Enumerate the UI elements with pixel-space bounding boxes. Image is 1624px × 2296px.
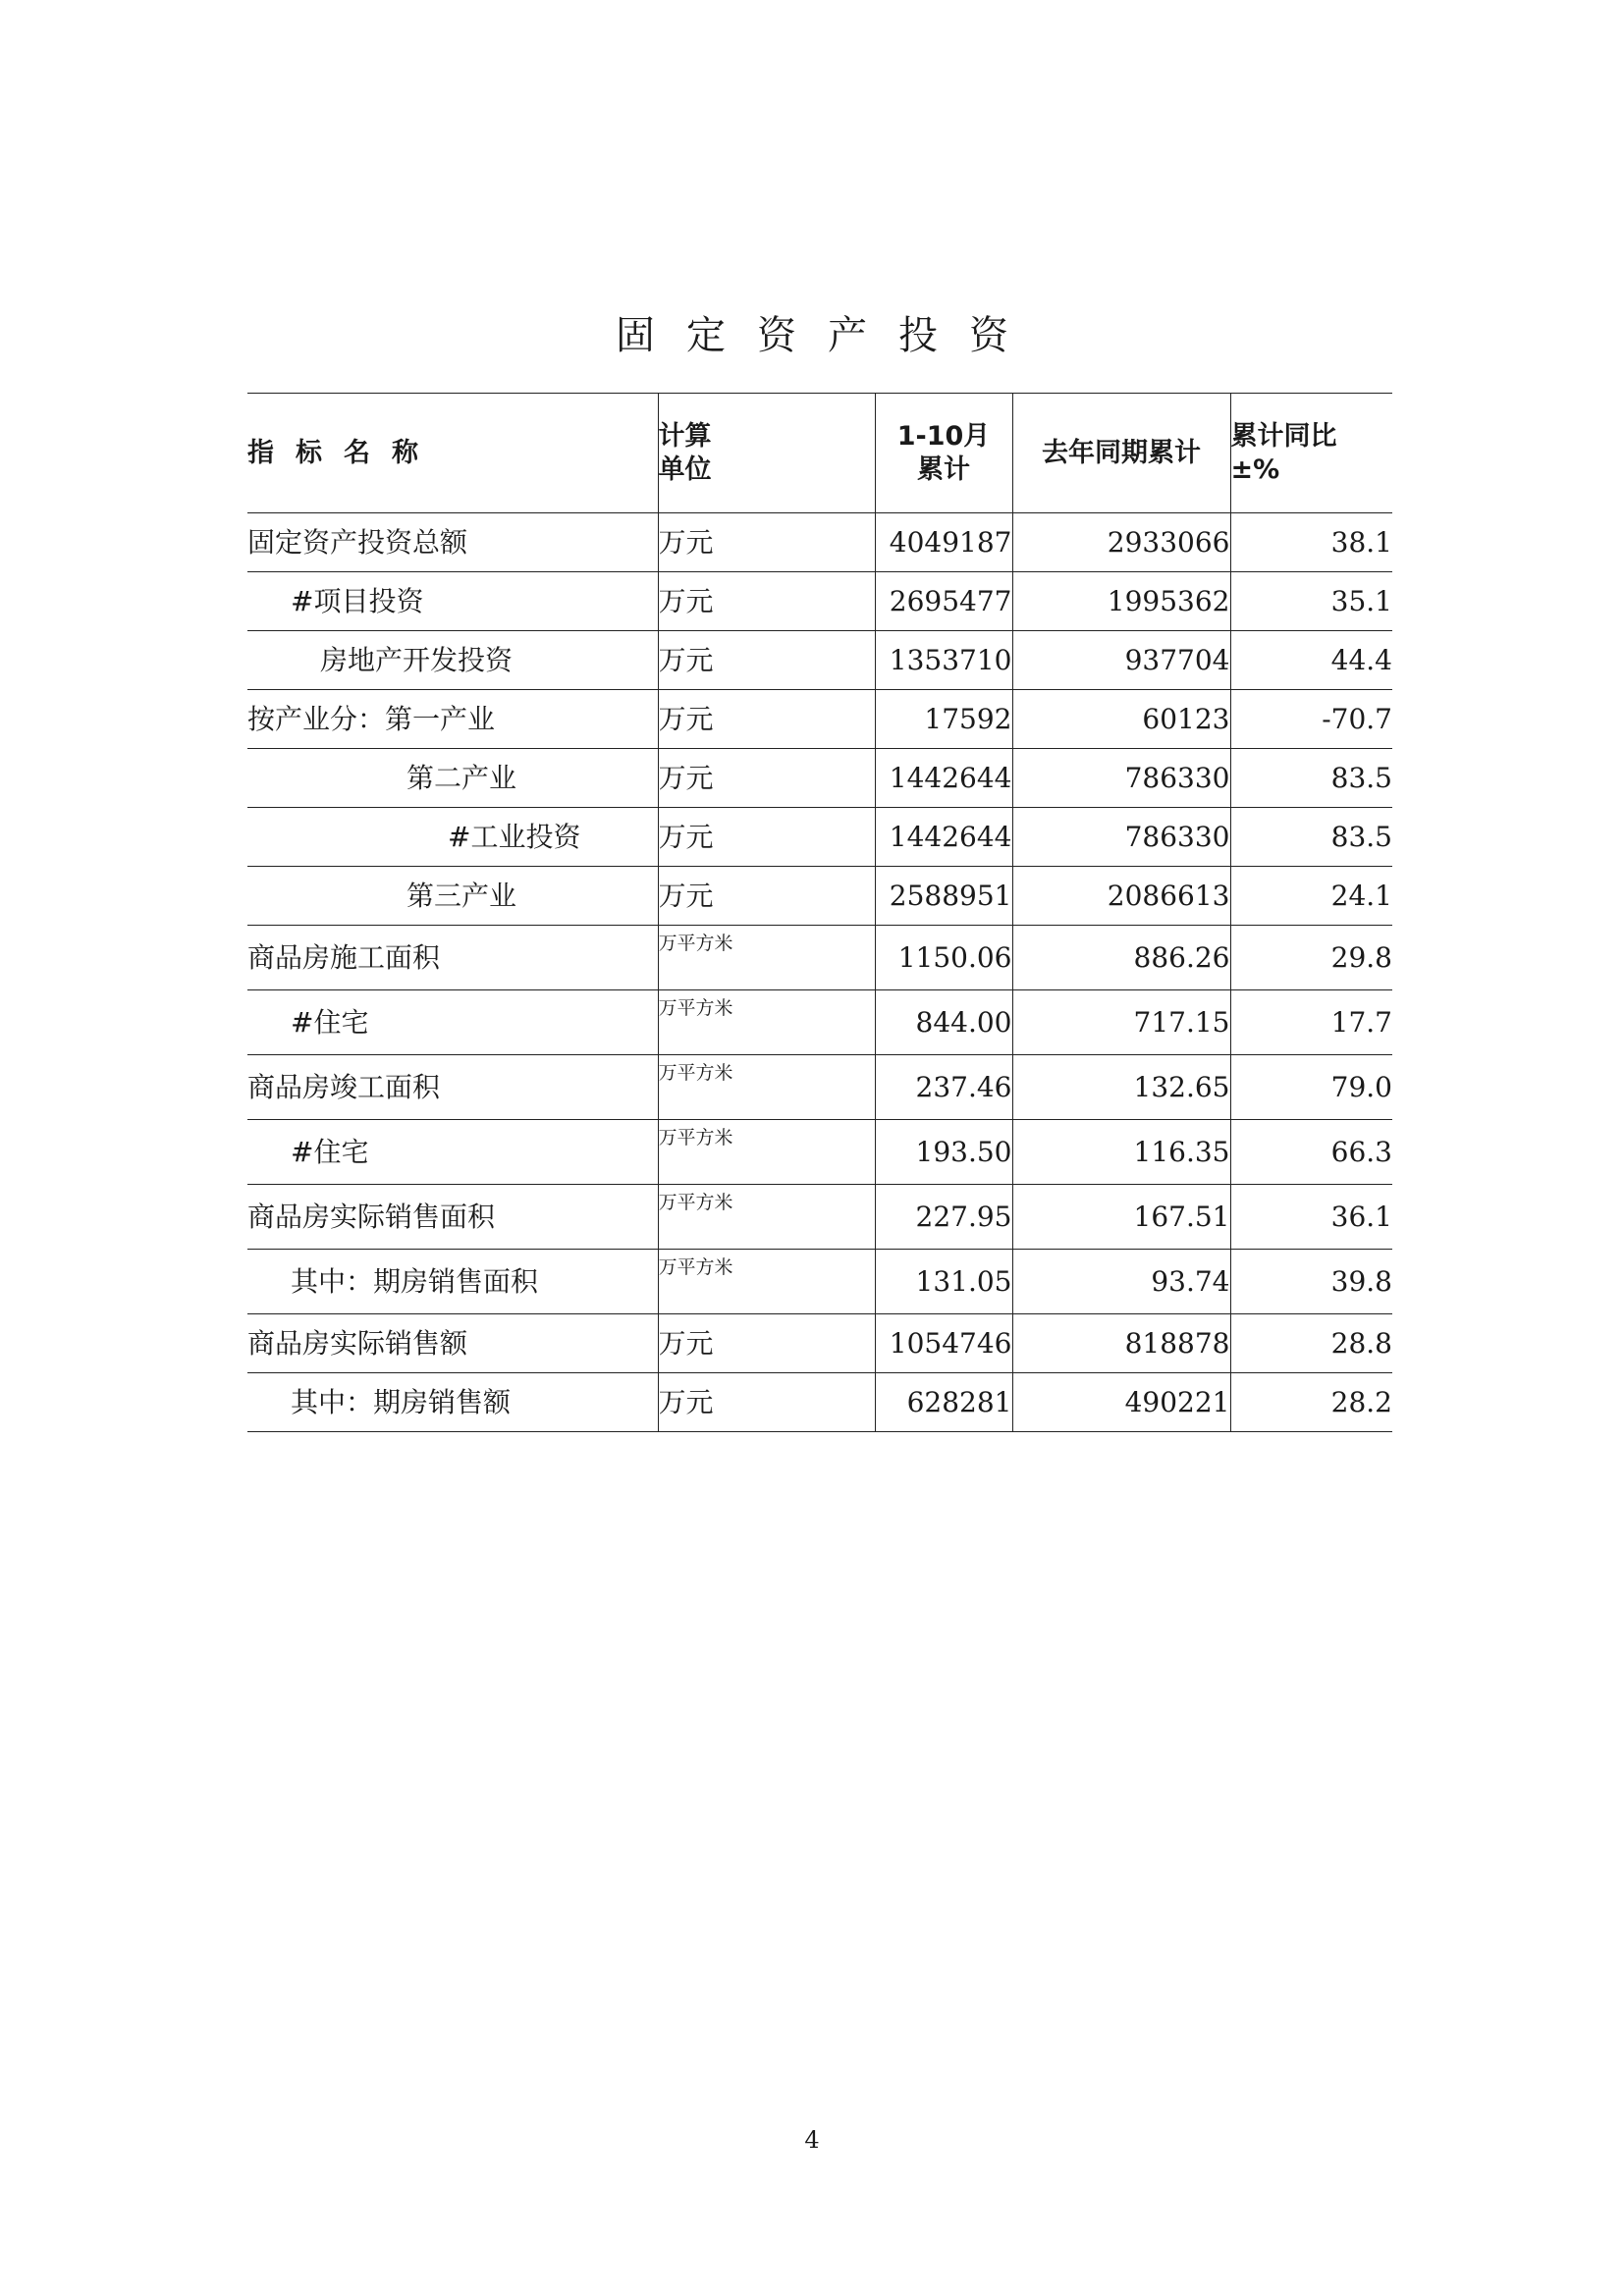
table-row	[247, 1055, 1392, 1120]
row-current-cumulative: 193.50	[875, 1120, 1012, 1185]
header-unit-line1: 计算	[658, 420, 712, 452]
row-unit: 万元	[658, 1373, 875, 1432]
row-unit: 万平方米	[658, 1055, 875, 1120]
header-unit	[658, 394, 875, 513]
row-current-cumulative: 227.95	[875, 1185, 1012, 1250]
table-row	[247, 990, 1392, 1055]
row-current-cumulative: 237.46	[875, 1055, 1012, 1120]
row-yoy-change: 83.5	[1230, 808, 1392, 867]
row-unit: 万元	[658, 631, 875, 690]
row-indicator-name: 第三产业	[247, 867, 658, 926]
row-previous-year: 786330	[1012, 808, 1230, 867]
table-row	[247, 1120, 1392, 1185]
row-unit: 万元	[658, 690, 875, 749]
row-indicator-name: 商品房竣工面积	[247, 1055, 658, 1120]
table-body	[247, 513, 1392, 1432]
row-indicator-name: #住宅	[247, 990, 658, 1055]
row-indicator-name: 按产业分：第一产业	[247, 690, 658, 749]
row-previous-year: 2086613	[1012, 867, 1230, 926]
page-number: 4	[804, 2126, 820, 2154]
row-indicator-name: 固定资产投资总额	[247, 513, 658, 572]
row-indicator-name: 其中：期房销售额	[247, 1373, 658, 1432]
table-row	[247, 867, 1392, 926]
row-yoy-change: 17.7	[1230, 990, 1392, 1055]
row-unit: 万平方米	[658, 1120, 875, 1185]
table-row	[247, 926, 1392, 990]
row-current-cumulative: 1353710	[875, 631, 1012, 690]
table-row	[247, 572, 1392, 631]
row-yoy-change: 35.1	[1230, 572, 1392, 631]
row-indicator-name: #项目投资	[247, 572, 658, 631]
table-row	[247, 1373, 1392, 1432]
table-row	[247, 808, 1392, 867]
row-yoy-change: 36.1	[1230, 1185, 1392, 1250]
header-indicator-name: 指标名称	[247, 394, 658, 513]
row-current-cumulative: 1054746	[875, 1314, 1012, 1373]
row-yoy-change: 28.8	[1230, 1314, 1392, 1373]
row-previous-year: 937704	[1012, 631, 1230, 690]
row-previous-year: 116.35	[1012, 1120, 1230, 1185]
row-current-cumulative: 628281	[875, 1373, 1012, 1432]
row-current-cumulative: 4049187	[875, 513, 1012, 572]
row-current-cumulative: 17592	[875, 690, 1012, 749]
fixed-asset-investment-table	[247, 393, 1392, 1432]
table-row	[247, 1185, 1392, 1250]
header-yoy-change	[1230, 394, 1392, 513]
row-indicator-name: 房地产开发投资	[247, 631, 658, 690]
row-yoy-change: 28.2	[1230, 1373, 1392, 1432]
row-yoy-change: 79.0	[1230, 1055, 1392, 1120]
row-yoy-change: 66.3	[1230, 1120, 1392, 1185]
header-change-line2: ±%	[1230, 454, 1280, 485]
row-indicator-name: 商品房实际销售额	[247, 1314, 658, 1373]
row-current-cumulative: 2695477	[875, 572, 1012, 631]
row-indicator-name: 第二产业	[247, 749, 658, 808]
row-indicator-name: 其中：期房销售面积	[247, 1250, 658, 1314]
row-previous-year: 490221	[1012, 1373, 1230, 1432]
row-current-cumulative: 1150.06	[875, 926, 1012, 990]
row-current-cumulative: 131.05	[875, 1250, 1012, 1314]
row-previous-year: 93.74	[1012, 1250, 1230, 1314]
table-header-row	[247, 394, 1392, 513]
row-previous-year: 818878	[1012, 1314, 1230, 1373]
row-previous-year: 1995362	[1012, 572, 1230, 631]
row-unit: 万平方米	[658, 990, 875, 1055]
row-previous-year: 886.26	[1012, 926, 1230, 990]
table-row	[247, 690, 1392, 749]
row-unit: 万元	[658, 513, 875, 572]
row-indicator-name: 商品房实际销售面积	[247, 1185, 658, 1250]
row-previous-year: 2933066	[1012, 513, 1230, 572]
header-unit-line2: 单位	[658, 454, 712, 485]
header-current-line1: 1-10月	[896, 420, 991, 452]
row-yoy-change: 44.4	[1230, 631, 1392, 690]
row-previous-year: 132.65	[1012, 1055, 1230, 1120]
row-current-cumulative: 2588951	[875, 867, 1012, 926]
row-yoy-change: 83.5	[1230, 749, 1392, 808]
header-current-cumulative	[875, 394, 1012, 513]
table-row	[247, 631, 1392, 690]
row-indicator-name: 商品房施工面积	[247, 926, 658, 990]
page-title: 固定资产投资	[616, 313, 1040, 358]
row-yoy-change: -70.7	[1230, 690, 1392, 749]
row-current-cumulative: 844.00	[875, 990, 1012, 1055]
row-current-cumulative: 1442644	[875, 749, 1012, 808]
row-unit: 万元	[658, 808, 875, 867]
row-previous-year: 717.15	[1012, 990, 1230, 1055]
header-current-line2: 累计	[917, 454, 970, 485]
row-yoy-change: 39.8	[1230, 1250, 1392, 1314]
row-previous-year: 60123	[1012, 690, 1230, 749]
row-unit: 万平方米	[658, 926, 875, 990]
table-row	[247, 513, 1392, 572]
row-unit: 万平方米	[658, 1250, 875, 1314]
table-row	[247, 749, 1392, 808]
header-previous-year: 去年同期累计	[1012, 394, 1230, 513]
row-unit: 万平方米	[658, 1185, 875, 1250]
header-change-line1: 累计同比	[1230, 420, 1337, 452]
row-previous-year: 786330	[1012, 749, 1230, 808]
row-unit: 万元	[658, 572, 875, 631]
row-indicator-name: #工业投资	[247, 808, 658, 867]
row-yoy-change: 24.1	[1230, 867, 1392, 926]
row-current-cumulative: 1442644	[875, 808, 1012, 867]
row-indicator-name: #住宅	[247, 1120, 658, 1185]
row-previous-year: 167.51	[1012, 1185, 1230, 1250]
row-unit: 万元	[658, 867, 875, 926]
table-row	[247, 1314, 1392, 1373]
row-unit: 万元	[658, 749, 875, 808]
row-yoy-change: 29.8	[1230, 926, 1392, 990]
row-yoy-change: 38.1	[1230, 513, 1392, 572]
table-row	[247, 1250, 1392, 1314]
row-unit: 万元	[658, 1314, 875, 1373]
